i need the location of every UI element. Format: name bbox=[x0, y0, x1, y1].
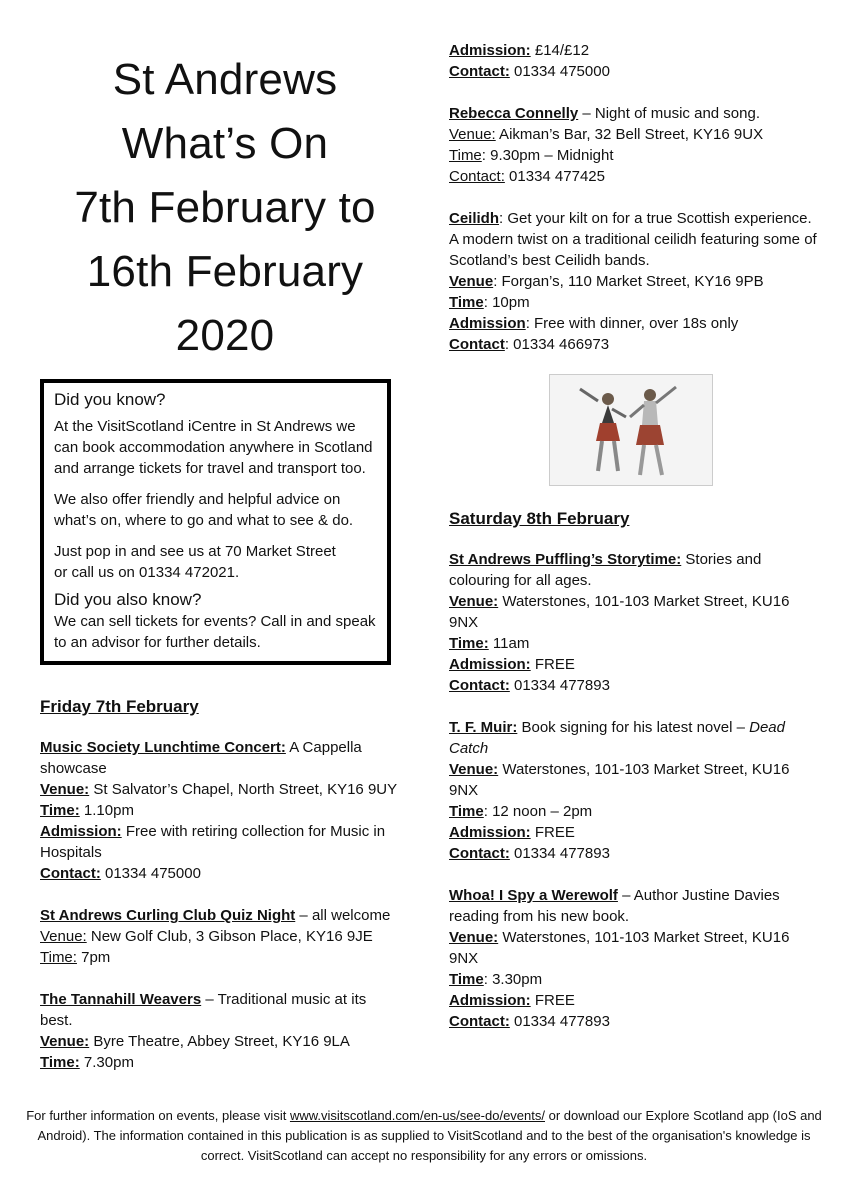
event-description: – all welcome bbox=[295, 907, 391, 924]
event-venue: Waterstones, 101-103 Market Street, KU16 9NX bbox=[449, 593, 790, 631]
event-time: 7.30pm bbox=[79, 1054, 134, 1071]
event-admission: : Free with dinner, over 18s only bbox=[525, 315, 739, 332]
event-title: The Tannahill Weavers bbox=[40, 991, 202, 1008]
info-paragraph-4: We can sell tickets for events? Call in and speak to an advisor for further details. bbox=[54, 613, 376, 651]
event-venue: New Golf Club, 3 Gibson Place, KY16 9JE bbox=[86, 928, 373, 945]
contact-label: Contact: bbox=[449, 677, 510, 694]
admission-label: Admission: bbox=[449, 656, 531, 673]
event-time: : 10pm bbox=[483, 294, 530, 311]
admission-label: Admission: bbox=[449, 992, 531, 1009]
event-description: Stories and colouring for all ages. bbox=[449, 551, 762, 589]
event-continued bbox=[449, 40, 819, 82]
event-contact: 01334 477893 bbox=[509, 845, 610, 862]
event-music-society bbox=[40, 737, 400, 884]
info-paragraph-1: At the VisitScotland iCentre in St Andrews we can book accommodation anywhere in Scotland and arrange tickets for travel and transport too. bbox=[54, 418, 373, 477]
title-line-1: St Andrews bbox=[112, 55, 338, 104]
right-column-top bbox=[449, 40, 819, 355]
contact-label: Contact: bbox=[449, 845, 510, 862]
event-contact: 01334 475000 bbox=[509, 63, 610, 80]
time-label: Time: bbox=[40, 802, 80, 819]
did-you-know-box bbox=[40, 379, 391, 665]
event-venue: : Forgan’s, 110 Market Street, KY16 9PB bbox=[493, 273, 764, 290]
event-time: 11am bbox=[488, 635, 530, 652]
time-label: Time: bbox=[40, 949, 77, 966]
info-paragraph-2: We also offer friendly and helpful advice on what’s on, where to go and what to see & do. bbox=[54, 491, 354, 529]
time-label: Time: bbox=[449, 635, 489, 652]
event-rebecca-connelly bbox=[449, 103, 819, 187]
event-title: T. F. Muir: bbox=[449, 719, 518, 736]
time-label: Time bbox=[449, 971, 484, 988]
event-venue: Byre Theatre, Abbey Street, KY16 9LA bbox=[89, 1033, 350, 1050]
time-label: Time: bbox=[40, 1054, 80, 1071]
venue-label: Venue: bbox=[449, 126, 496, 143]
event-contact: 01334 477893 bbox=[509, 1013, 610, 1030]
venue-label: Venue: bbox=[40, 928, 87, 945]
event-curling-quiz bbox=[40, 905, 400, 968]
event-venue: St Salvator’s Chapel, North Street, KY16 9UY bbox=[89, 781, 398, 798]
event-description: Book signing for his latest novel – bbox=[517, 719, 750, 736]
saturday-section bbox=[449, 509, 819, 1032]
event-tannahill-weavers bbox=[40, 989, 400, 1073]
event-time: 7pm bbox=[76, 949, 111, 966]
info-address: Just pop in and see us at 70 Market Street bbox=[54, 543, 336, 560]
event-title: Rebecca Connelly bbox=[449, 105, 579, 122]
admission-label: Admission: bbox=[449, 42, 531, 59]
event-venue: Waterstones, 101-103 Market Street, KU16 9NX bbox=[449, 761, 790, 799]
admission-label: Admission: bbox=[40, 823, 122, 840]
event-admission: FREE bbox=[530, 656, 575, 673]
contact-label: Contact: bbox=[449, 168, 505, 185]
time-label: Time bbox=[449, 803, 484, 820]
event-description: – Traditional music at its best. bbox=[40, 991, 367, 1029]
friday-heading: Friday 7th February bbox=[40, 697, 199, 716]
event-time: : 9.30pm – Midnight bbox=[481, 147, 614, 164]
event-puffling-storytime bbox=[449, 549, 819, 696]
event-ceilidh bbox=[449, 208, 819, 355]
footer-text-post: or download our Explore Scotland app (IoS and Android). The information contained in this publication is as supplied to VisitScotland and to the best of the organisation's knowledge is correct. VisitScotland can accept no responsibility for any errors or omissions. bbox=[37, 1108, 822, 1163]
info-heading-2: Did you also know? bbox=[54, 590, 202, 609]
event-title: St Andrews Curling Club Quiz Night bbox=[40, 907, 296, 924]
highland-dancers-illustration bbox=[549, 374, 713, 486]
event-time: 1.10pm bbox=[79, 802, 134, 819]
info-phone: or call us on 01334 472021. bbox=[54, 564, 240, 581]
footer-disclaimer bbox=[22, 1106, 826, 1166]
time-label: Time bbox=[449, 147, 482, 164]
event-venue: Waterstones, 101-103 Market Street, KU16 9NX bbox=[449, 929, 790, 967]
venue-label: Venue: bbox=[40, 1033, 90, 1050]
event-title: Ceilidh bbox=[449, 210, 500, 227]
title-line-4: 16th February bbox=[86, 247, 364, 296]
venue-label: Venue: bbox=[449, 593, 499, 610]
event-admission: FREE bbox=[530, 824, 575, 841]
events-link[interactable]: www.visitscotland.com/en-us/see-do/events/ bbox=[289, 1108, 545, 1123]
info-heading: Did you know? bbox=[54, 390, 166, 409]
event-contact: 01334 477425 bbox=[504, 168, 605, 185]
saturday-heading: Saturday 8th February bbox=[449, 509, 630, 528]
title-line-3: 7th February to bbox=[74, 183, 376, 232]
contact-label: Contact: bbox=[449, 1013, 510, 1030]
venue-label: Venue: bbox=[449, 761, 499, 778]
time-label: Time bbox=[449, 294, 484, 311]
book-title: Dead Catch bbox=[449, 719, 785, 757]
event-tf-muir-signing bbox=[449, 717, 819, 864]
event-title: St Andrews Puffling’s Storytime: bbox=[449, 551, 682, 568]
event-time: : 12 noon – 2pm bbox=[483, 803, 593, 820]
event-werewolf-reading bbox=[449, 885, 819, 1032]
dancers-icon bbox=[550, 375, 712, 485]
contact-label: Contact: bbox=[40, 865, 101, 882]
event-contact: 01334 477893 bbox=[509, 677, 610, 694]
contact-label: Contact: bbox=[449, 63, 510, 80]
admission-label: Admission: bbox=[449, 824, 531, 841]
event-description: A Cappella showcase bbox=[40, 739, 362, 777]
event-contact: 01334 475000 bbox=[100, 865, 201, 882]
info-paragraph-3 bbox=[54, 541, 379, 583]
event-title: Music Society Lunchtime Concert: bbox=[40, 739, 286, 756]
event-contact: : 01334 466973 bbox=[504, 336, 610, 353]
venue-label: Venue bbox=[449, 273, 494, 290]
title-line-5: 2020 bbox=[175, 311, 275, 360]
venue-label: Venue: bbox=[449, 929, 499, 946]
event-time: : 3.30pm bbox=[483, 971, 543, 988]
title-block bbox=[40, 40, 410, 368]
event-description: – Author Justine Davies reading from his new book. bbox=[449, 887, 780, 925]
venue-label: Venue: bbox=[40, 781, 90, 798]
event-title: Whoa! I Spy a Werewolf bbox=[449, 887, 618, 904]
event-description: : Get your kilt on for a true Scottish experience. A modern twist on a traditional ceilidh featuring some of Scotland’s best Ceilidh bands. bbox=[449, 210, 817, 269]
title-line-2: What’s On bbox=[121, 119, 329, 168]
page-title bbox=[40, 48, 410, 368]
footer-text-pre: For further information on events, please visit bbox=[26, 1108, 290, 1123]
event-admission: Free with retiring collection for Music in Hospitals bbox=[40, 823, 386, 861]
event-description: – Night of music and song. bbox=[578, 105, 760, 122]
friday-section bbox=[40, 697, 400, 1073]
event-venue: Aikman’s Bar, 32 Bell Street, KY16 9UX bbox=[495, 126, 764, 143]
contact-label: Contact bbox=[449, 336, 505, 353]
event-admission: FREE bbox=[530, 992, 575, 1009]
admission-label: Admission bbox=[449, 315, 526, 332]
event-admission: £14/£12 bbox=[530, 42, 590, 59]
